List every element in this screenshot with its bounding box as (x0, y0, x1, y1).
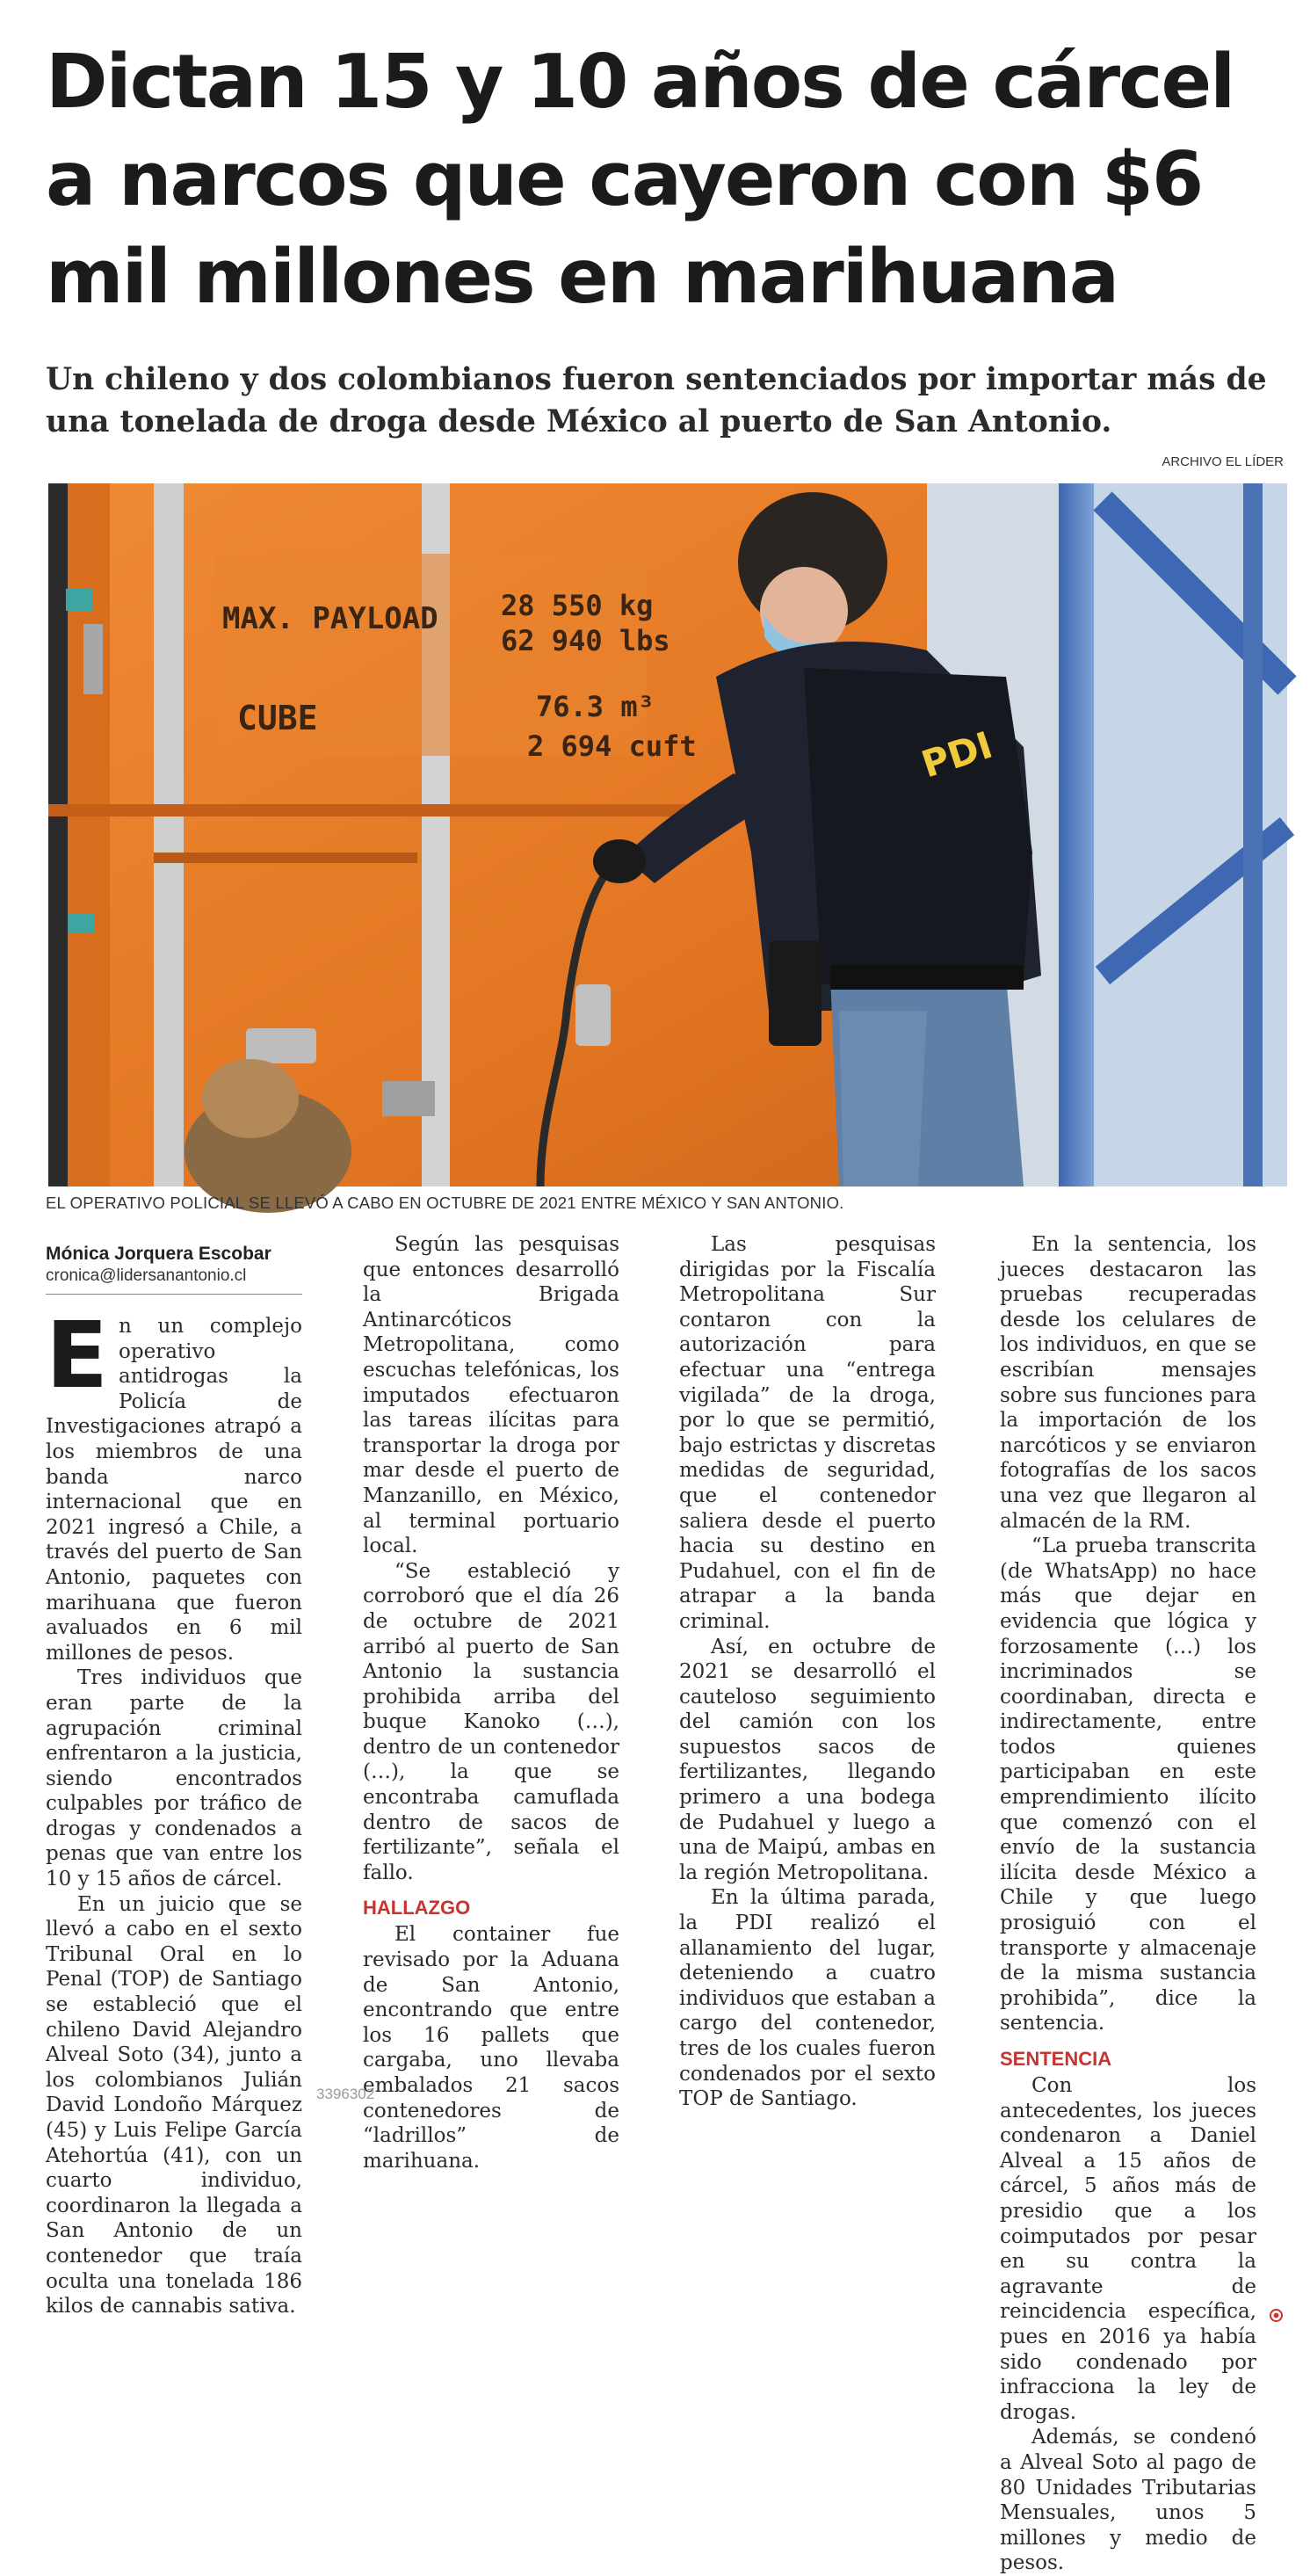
paragraph: Las pesquisas dirigidas por la Fiscalía Metropolitana Sur contaron con la autorización para efectuar una “entrega vigilada” de la droga, por lo que se permitió, bajo estrictas y discretas medidas de seguridad, que el contenedor saliera desde el puerto hacia su destino en Pudahuel, con el fin de atrapar a la banda criminal. (679, 1233, 936, 1633)
label-cube: CUBE (237, 699, 318, 737)
paragraph: El container fue revisado por la Aduana de San Antonio, encontrando que entre los 16 pallets que cargaba, uno llevaba embalados 21 sacos contenedores de “ladrillos” de marihuana. (363, 1923, 619, 2173)
payload-kg: 28 550 kg (501, 589, 654, 622)
column-2 (363, 1232, 619, 2173)
paragraph: Según las pesquisas que entonces desarrolló la Brigada Antinarcóticos Metropolitana, como escuchas telefónicas, los imputados efectuaron las tareas ilícitas para transportar la droga por mar desde el puerto de Manzanillo, en México, al terminal portuario local. (363, 1233, 619, 1558)
article-photo (48, 483, 1287, 1186)
paragraph: En un juicio que se llevó a cabo en el sexto Tribunal Oral en lo Penal (TOP) de Santiago se estableció que el chileno David Alejandro Alveal Soto (34), junto a los colombianos Julián David Londoño Márquez (45) y Luis Felipe García Atehortúa (41), con un cuarto individuo, coordinaron la llegada a San Antonio de un contenedor que traía oculta una tonelada 186 kilos de cannabis sativa. (46, 1892, 302, 2318)
author-divider (46, 1294, 302, 1295)
cube-m3: 76.3 m³ (536, 690, 655, 723)
column-4 (1000, 1232, 1256, 2576)
section-head-sentencia: SENTENCIA (1000, 2048, 1112, 2070)
paragraph: Además, se condenó a Alveal Soto al pago de 80 Unidades Tributarias Mensuales, unos 5 millones y medio de pesos. (1000, 2426, 1256, 2575)
photo-credit: ARCHIVO EL LÍDER (1162, 454, 1284, 469)
lead-text: n un complejo operativo antidrogas la Policía de Investigaciones atrapó a los miembros de una banda narco internacional que en 2021 ingresó a Chile, a través del puerto de San Antonio, paquetes con marihuana que fueron avaluados en 6 mil millones de pesos. (46, 1315, 302, 1665)
paragraph: “La prueba transcrita (de WhatsApp) no hace más que dejar en evidencia que lógica y forzosamente (…) los incriminados se coordinaban, directa e indirectamente, entre todos quienes participaban en este emprendimiento ilícito que comenzó con el envío de la sustancia ilícita desde México a Chile y que luego prosiguió con el transporte y almacenaje de la misma sustancia prohibida”, dice la sentencia. (1000, 1535, 1256, 2035)
paragraph: “Se estableció y corroboró que el día 26 de octubre de 2021 arribó al puerto de San Antonio la sustancia prohibida arriba del buque Kanoko (…), dentro de un contenedor (…), la que se encontraba camuflada dentro de sacos de fertilizante”, señala el fallo. (363, 1559, 619, 1884)
paragraph: Así, en octubre de 2021 se desarrolló el cauteloso seguimiento del camión con los supuestos sacos de fertilizantes, llegando primero a una bodega de Pudahuel y luego a una de Maipú, ambas en la región Metropolitana. (679, 1635, 936, 1884)
label-max-payload: MAX. PAYLOAD (222, 601, 438, 636)
paragraph: Con los antecedentes, los jueces condenaron a Daniel Alveal a 15 años de cárcel, 5 años más de presidio que a los coimputados por pesar en su contra la agravante de reincidencia específica, pues en 2016 ya había sido condenado por infracciona la ley de drogas. (1000, 2074, 1256, 2424)
end-mark-icon (1270, 2309, 1283, 2322)
paragraph: En la sentencia, los jueces destacaron las pruebas recuperadas desde los celulares de los individuos, en que se escribían mensajes sobre sus funciones para la importación de los narcóticos y se enviaron fotografías de los sacos una vez que llegaron al almacén de la RM. (1000, 1233, 1256, 1533)
dropcap: E (46, 1302, 109, 1409)
paragraph-lead (46, 1302, 302, 1665)
column-3 (679, 1232, 936, 2112)
cube-cuft: 2 694 cuft (527, 729, 697, 763)
paragraph: Tres individuos que eran parte de la agrupación criminal enfrentaron a la justicia, siendo encontrados culpables por tráfico de drogas y condenados a penas que van entre los 10 y 15 años de cárcel. (46, 1666, 302, 1891)
section-head-hallazgo: HALLAZGO (363, 1897, 471, 1919)
column-1 (46, 1243, 302, 2319)
subtitle: Un chileno y dos colombianos fueron sentenciados por importar más de una tonelada de droga desde México al puerto de San Antonio. (46, 362, 1267, 439)
watermark-id: 3396302 (316, 2086, 375, 2102)
author-email: cronica@lidersanantonio.cl (46, 1266, 247, 1285)
photo-illustration (48, 483, 1287, 1186)
payload-lbs: 62 940 lbs (501, 624, 670, 657)
vest-pdi: PDI (916, 722, 998, 787)
author-name: Mónica Jorquera Escobar (46, 1244, 271, 1264)
photo-caption: EL OPERATIVO POLICIAL SE LLEVÓ A CABO EN OCTUBRE DE 2021 ENTRE MÉXICO Y SAN ANTONIO. (46, 1194, 844, 1212)
paragraph: En la última parada, la PDI realizó el allanamiento del lugar, deteniendo a cuatro individuos que estaban a cargo del contenedor, tres de los cuales fueron condenados por el sexto TOP de Santiago. (679, 1886, 936, 2111)
headline: Dictan 15 y 10 años de cárcel a narcos que cayeron con $6 mil millones en marihuana (46, 39, 1234, 321)
